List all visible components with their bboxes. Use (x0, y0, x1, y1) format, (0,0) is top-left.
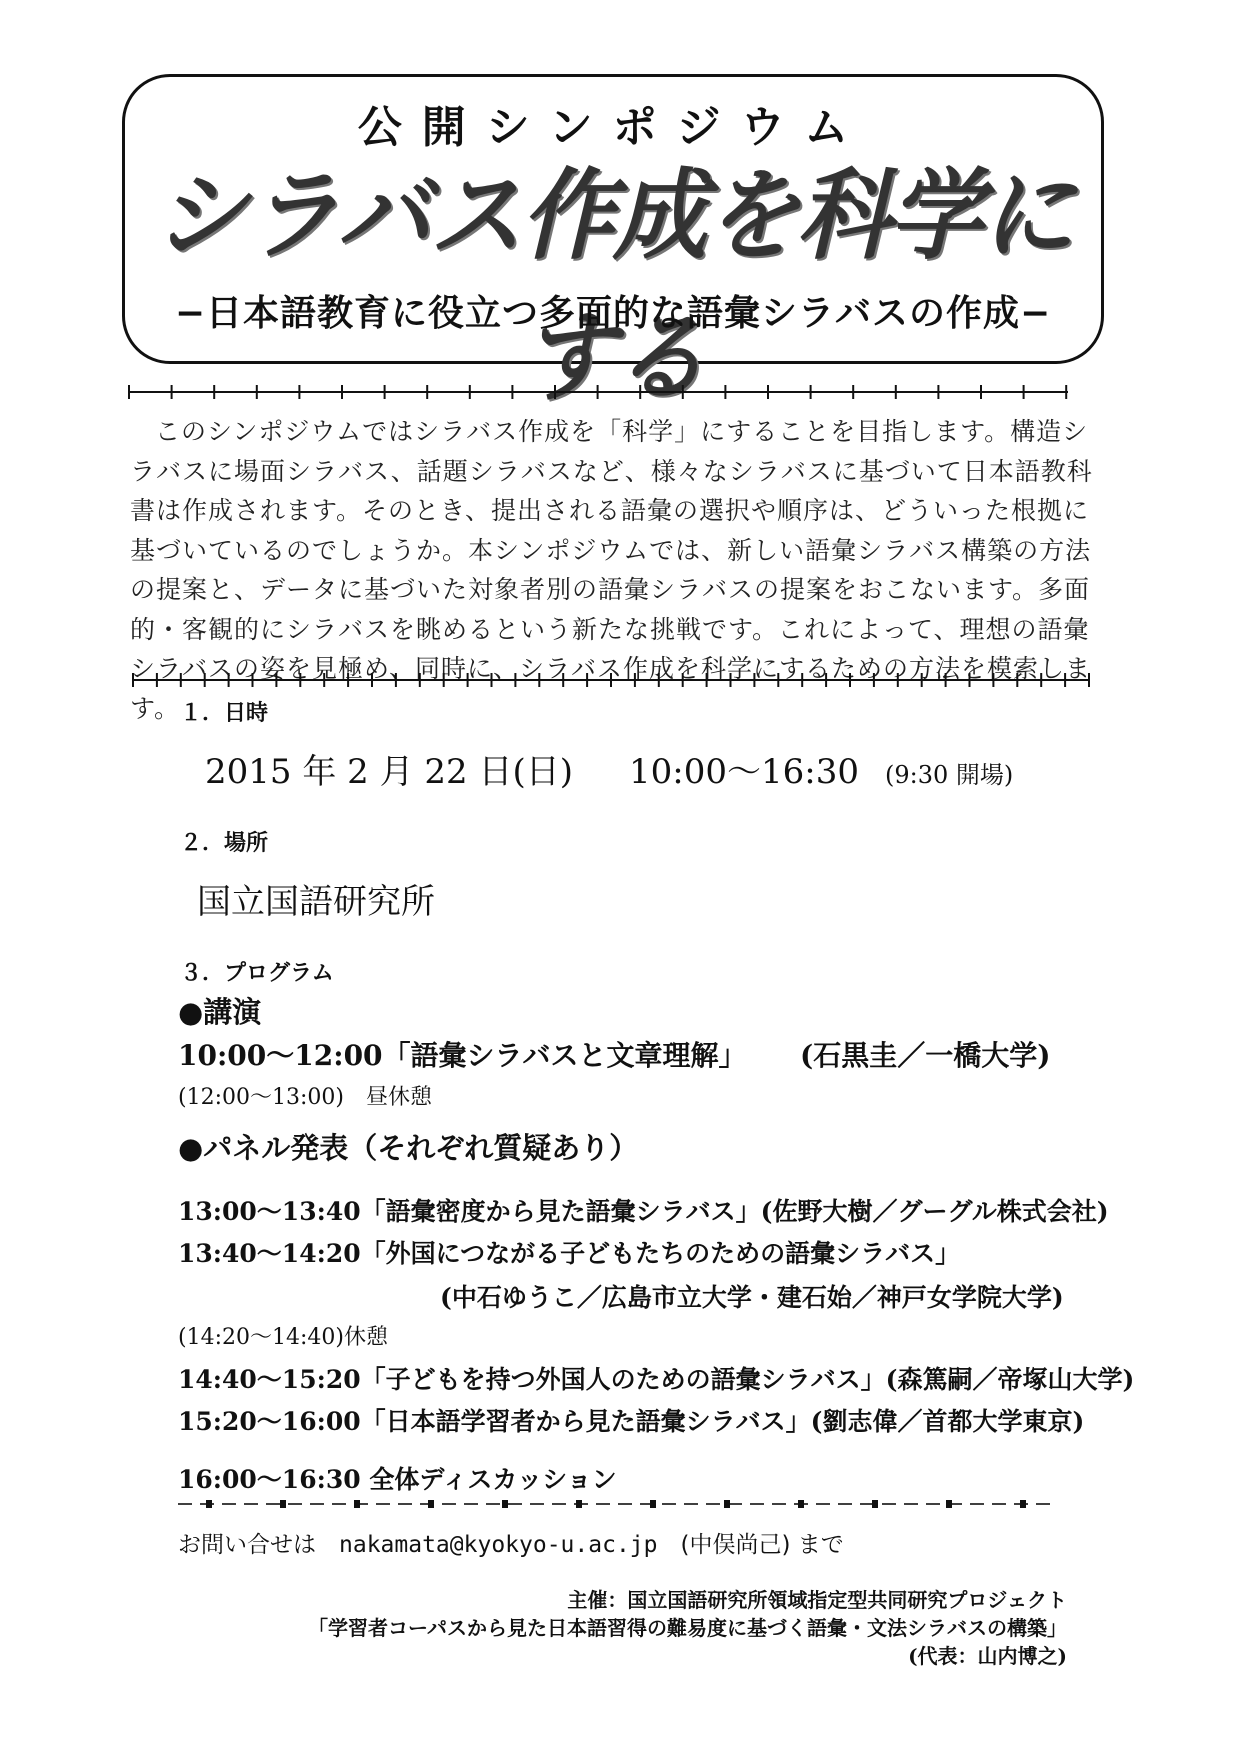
section-heading-datetime: １．日時 (180, 701, 269, 726)
ruler-divider-bottom (132, 672, 1090, 688)
ruler-divider-top (128, 384, 1068, 400)
panel-session-1: 13:00～13:40「語彙密度から見た語彙シラバス」(佐野大樹／グーグル株式会社) (178, 1197, 1109, 1226)
event-subtitle: −日本語教育に役立つ多面的な語彙シラバスの作成− (174, 293, 1052, 334)
event-datetime (205, 744, 1013, 793)
intro-paragraph: このシンポジウムではシラバス作成を「科学」にすることを目指します。構造シラバスに場面シラバス、話題シラバスなど、様々なシラバスに基づいて日本語教科書は作成されます。そのとき、提出される語彙の選択や順序は、どういった根拠に基づいているのでしょうか。本シンポジウムでは、新しい語彙シラバス構築の方法の提案と、データに基づいた対象者別の語彙シラバスの提案をおこないます。多面的・客観的にシラバスを眺めるという新たな挑戦です。これによって、理想の語彙シラバスの姿を見極め、同時に、シラバス作成を科学にするための方法を模索します。 (130, 417, 1093, 723)
lunch-break: (12:00～13:00) 昼休憩 (178, 1085, 432, 1110)
section-heading-program: ３．プログラム (180, 961, 334, 986)
afternoon-break: (14:20～14:40)休憩 (178, 1325, 388, 1350)
organizer-line-1: 主催：国立国語研究所領域指定型共同研究プロジェクト (567, 1588, 1067, 1612)
lecture-session: 10:00～12:00「語彙シラバスと文章理解」 (178, 1039, 747, 1072)
title-box (122, 74, 1104, 416)
panel-session-2-speakers: (中石ゆうこ／広島市立大学・建石始／神戸女学院大学) (440, 1283, 1064, 1312)
event-time: 10:00～16:30 (629, 752, 859, 792)
dashed-divider (178, 1496, 1050, 1512)
event-kicker: 公開シンポジウム (357, 102, 869, 153)
contact-email[interactable]: nakamata@kyokyo-u.ac.jp (339, 1532, 658, 1558)
lecture-heading: ●講演 (178, 995, 262, 1029)
panel-heading: ●パネル発表（それぞれ質疑あり） (178, 1131, 639, 1165)
contact-suffix: (中俣尚己) まで (657, 1532, 844, 1558)
organizer-line-2: 「学習者コーパスから見た日本語習得の難易度に基づく語彙・文法シラバスの構築」 (308, 1616, 1067, 1640)
contact-prefix: お問い合せは (178, 1532, 339, 1558)
doors-open-time: (9:30 開場) (884, 761, 1014, 789)
section-heading-venue: ２．場所 (180, 831, 269, 856)
event-title: シラバス作成を科学にする (152, 159, 1073, 416)
organizer-line-3: (代表：山内博之) (908, 1644, 1067, 1668)
lecture-speaker: (石黒圭／一橋大学) (800, 1039, 1051, 1072)
contact-line (178, 1526, 844, 1559)
panel-session-4: 15:20～16:00「日本語学習者から見た語彙シラバス」(劉志偉／首都大学東京) (178, 1407, 1085, 1436)
general-discussion: 16:00～16:30 全体ディスカッション (178, 1465, 617, 1494)
event-date: 2015 年 2 月 22 日(日) (205, 752, 573, 792)
venue-name: 国立国語研究所 (197, 882, 435, 922)
panel-session-2: 13:40～14:20「外国につながる子どもたちのための語彙シラバス」 (178, 1239, 961, 1268)
panel-session-3: 14:40～15:20「子どもを持つ外国人のための語彙シラバス」(森篤嗣／帝塚山大学) (178, 1365, 1135, 1394)
